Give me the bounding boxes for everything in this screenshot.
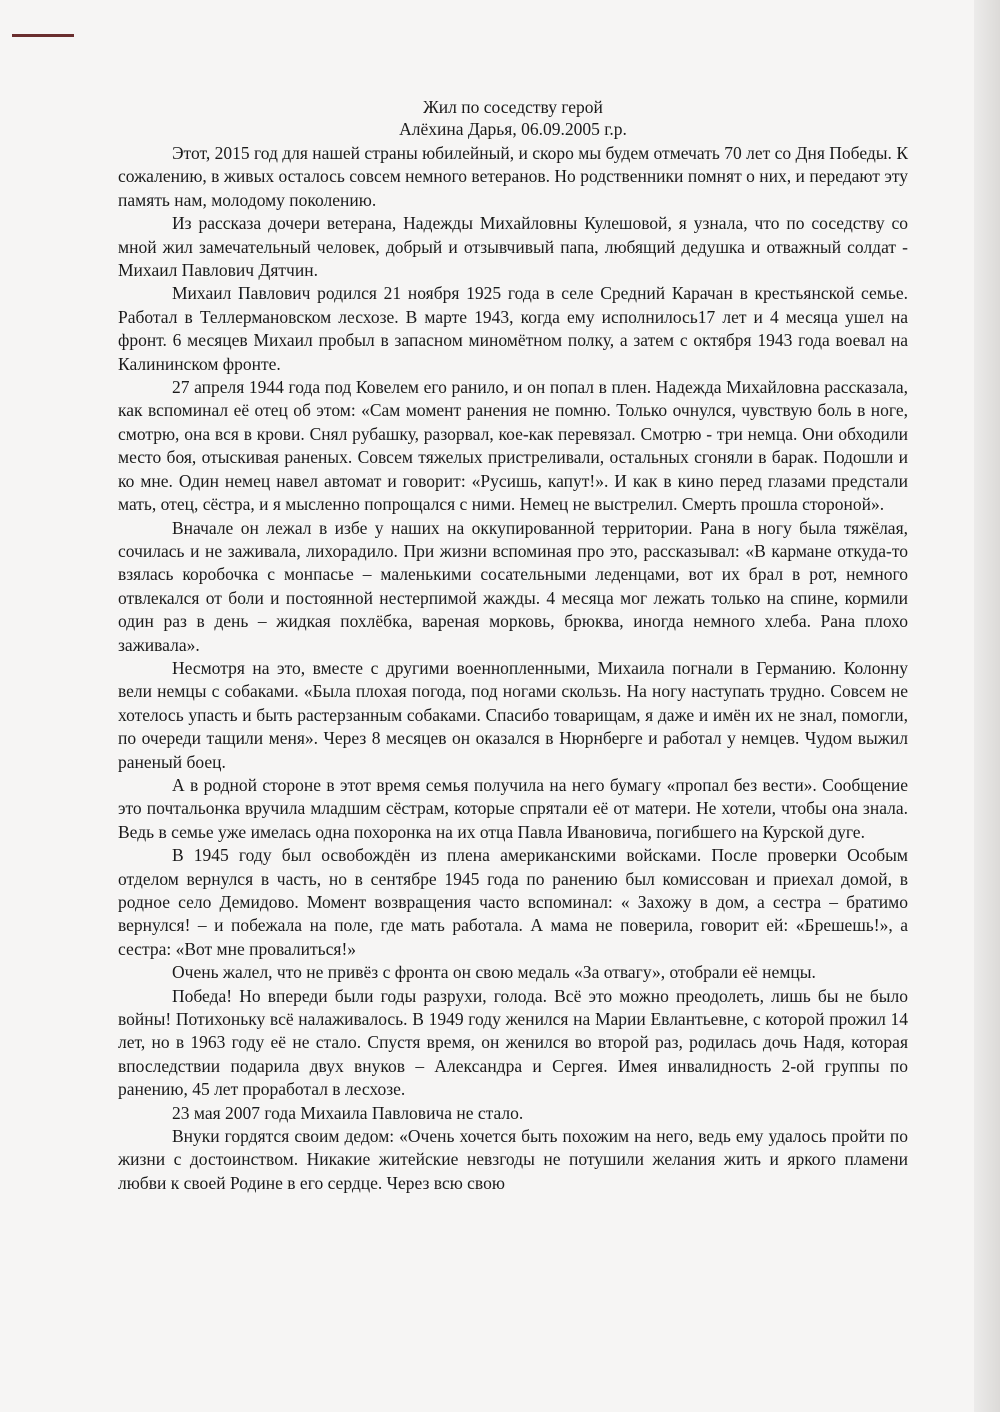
paragraph: Из рассказа дочери ветерана, Надежды Михайловны Кулешовой, я узнала, что по соседству со мной жил замечательный человек, добрый и отзывчивый папа, любящий дедушка и отважный солдат - Михаил Павлович Дятчин. (118, 213, 908, 281)
paragraph: Вначале он лежал в избе у наших на оккупированной территории. Рана в ногу была тяжёлая, сочилась и не заживала, лихорадило. При жизни вспоминая про это, рассказывал: «В кармане откуда-то взялась коробочка с монпасье – маленькими сосательными леденцами, вот их брал в рот, немного отвлекался от боли и постоянной нестерпимой жажды. 4 месяца мог лежать только на спине, кормили один раз в день – жидкая похлёбка, вареная морковь, брюква, иногда немного хлеба. Рана плохо заживала». (118, 517, 908, 655)
document-title: Жил по соседству герой (423, 97, 603, 117)
paragraph: Победа! Но впереди были годы разрухи, голода. Всё это можно преодолеть, лишь бы не было войны! Потихоньку всё налаживалось. В 1949 году женился на Марии Евлантьевне, с которой прожил 14 лет, но в 1963 году её не стало. Спустя время, он женился во второй раз, родилась дочь Надя, которая впоследствии подарила двух внуков – Александра и Сергея. Имея инвалидность 2-ой группы по ранению, 45 лет проработал в лесхозе. (118, 985, 908, 1100)
paragraph: А в родной стороне в этот время семья получила на него бумагу «пропал без вести». Сообщение это почтальонка вручила младшим сёстрам, которые спрятали её от матери. Не хотели, чтобы она знала. Ведь в семье уже имелась одна похоронка на их отца Павла Ивановича, погибшего на Курской дуге. (118, 774, 908, 842)
paragraph: 27 апреля 1944 года под Ковелем его ранило, и он попал в плен. Надежда Михайловна рассказала, как вспоминал её отец об этом: «Сам момент ранения не помню. Только очнулся, чувствую боль в ноге, смотрю, она вся в крови. Снял рубашку, разорвал, кое-как перевязал. Смотрю - три немца. Они обходили место боя, отыскивая раненых. Совсем тяжелых пристреливали, остальных сгоняли в барак. Подошли и ко мне. Один немец навел автомат и говорит: «Русишь, капут!». И как в кино перед глазами предстали мать, отец, сёстра, и я мысленно попрощался с ними. Немец не выстрелил. Смерть прошла стороной». (118, 377, 908, 515)
paragraph: 23 мая 2007 года Михаила Павловича не стало. (172, 1102, 524, 1123)
document-body (118, 96, 908, 1195)
document-author: Алёхина Дарья, 06.09.2005 г.р. (399, 119, 627, 139)
paragraph: Этот, 2015 год для нашей страны юбилейный, и скоро мы будем отмечать 70 лет со Дня Победы. К сожалению, в живых осталось совсем немного ветеранов. Но родственники помнят о них, и передают эту память нам, молодому поколению. (118, 143, 908, 210)
paragraph: Михаил Павлович родился 21 ноября 1925 года в селе Средний Карачан в крестьянской семье. Работал в Теллермановском лесхозе. В марте 1943, когда ему исполнилось17 лет и 4 месяца ушел на фронт. 6 месяцев Михаил пробыл в запасном миномётном полку, а затем с октября 1943 года воевал на Калининском фронте. (118, 283, 908, 374)
paragraph: В 1945 году был освобождён из плена американскими войсками. После проверки Особым отделом вернулся в часть, но в сентябре 1945 года по ранению был комиссован и приехал домой, в родное село Демидово. Момент возвращения часто вспоминал: « Захожу в дом, а сестра – братимо вернулся! – и побежала на поле, где мать работала. А мама не поверила, говорит ей: «Брешешь!», а сестра: «Вот мне провалиться!» (118, 845, 908, 959)
paragraph: Несмотря на это, вместе с другими военнопленными, Михаила погнали в Германию. Колонну вели немцы с собаками. «Была плохая погода, под ногами скользь. На ногу наступать трудно. Совсем не хотелось упасть и быть растерзанным собаками. Спасибо товарищам, я даже и имён их не знал, помогли, по очереди тащили меня». Через 8 месяцев он оказался в Нюрнберге и работал у немцев. Чудом выжил раненый боец. (118, 657, 908, 772)
paragraph: Внуки гордятся своим дедом: «Очень хочется быть похожим на него, ведь ему удалось пройти по жизни с достоинством. Никакие житейские невзгоды не потушили желания жить и яркого пламени любви к своей Родине в его сердце. Через всю свою (118, 1126, 908, 1193)
paragraph: Очень жалел, что не привёз с фронта он свою медаль «За отвагу», отобрали её немцы. (172, 962, 816, 983)
scan-mark (12, 34, 74, 37)
page-edge-shadow (974, 0, 1000, 1412)
